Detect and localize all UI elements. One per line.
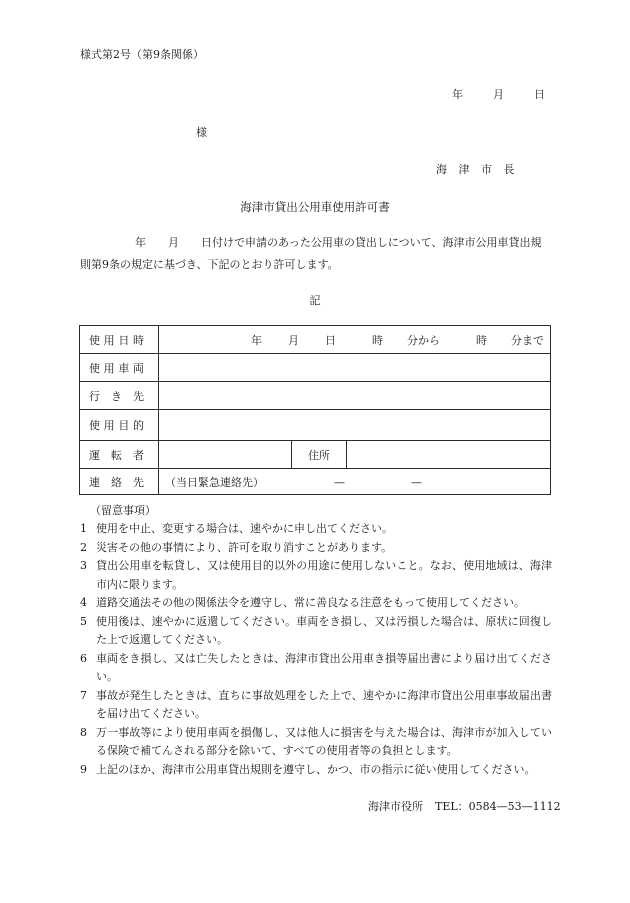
note-text: 事故が発生したときは、直ちに事故処理をした上で、速やかに海津市貸出公用車事故届出書を届け出てください。 bbox=[96, 688, 552, 720]
dt-min-from: 分から bbox=[407, 333, 440, 347]
note-item bbox=[80, 761, 552, 780]
note-number: 6 bbox=[80, 651, 87, 665]
dt-month: 月 bbox=[288, 333, 299, 347]
contact-note: （当日緊急連絡先） bbox=[165, 475, 264, 489]
note-item bbox=[80, 557, 552, 594]
body-text: 年 月 日付けで申請のあった公用車の貸出しについて、海津市公用車貸出規則第9条の規定に基づき、下記のとおり許可します。 bbox=[80, 236, 542, 271]
issuer: 海 津 市 長 bbox=[436, 163, 519, 176]
addressee: 様 bbox=[196, 126, 207, 139]
destination-value[interactable] bbox=[159, 382, 551, 410]
note-text: 災害その他の事情により、許可を取り消すことがあります。 bbox=[96, 540, 393, 554]
contact-dash-2: — bbox=[411, 475, 422, 489]
note-item bbox=[80, 613, 552, 650]
row-destination bbox=[80, 382, 551, 410]
record-label: 記 bbox=[309, 294, 321, 307]
note-item bbox=[80, 539, 552, 558]
note-item bbox=[80, 724, 552, 761]
usage-datetime-label: 使用日時 bbox=[80, 326, 159, 354]
contact-label: 連絡先 bbox=[80, 469, 159, 495]
driver-value[interactable] bbox=[159, 441, 292, 469]
vehicle-value[interactable] bbox=[159, 354, 551, 382]
form-number: 様式第2号（第9条関係） bbox=[80, 48, 204, 61]
note-number: 5 bbox=[80, 614, 87, 628]
permit-table bbox=[79, 325, 551, 495]
note-item bbox=[80, 594, 552, 613]
note-text: 上記のほか、海津市公用車貸出規則を遵守し、かつ、市の指示に従い使用してください。 bbox=[96, 762, 536, 776]
driver-label: 運転者 bbox=[80, 441, 159, 469]
date-month: 月 bbox=[493, 88, 504, 101]
note-text: 万一事故等により使用車両を損傷し、又は他人に損害を与えた場合は、海津市が加入している保険で補てんされる部分を除いて、すべての使用者等の負担とします。 bbox=[96, 725, 552, 757]
dt-day: 日 bbox=[325, 333, 336, 347]
note-number: 7 bbox=[80, 688, 87, 702]
address-label: 住所 bbox=[292, 441, 347, 469]
date-year: 年 bbox=[452, 88, 463, 101]
destination-label: 行き先 bbox=[80, 382, 159, 410]
footer-contact bbox=[368, 798, 561, 814]
note-text: 車両をき損し、又は亡失したときは、海津市貸出公用車き損等届出書により届け出てください。 bbox=[96, 651, 552, 683]
note-text: 使用を中止、変更する場合は、速やかに申し出てください。 bbox=[96, 522, 393, 535]
row-purpose bbox=[80, 410, 551, 441]
document-title: 海津市貸出公用車使用許可書 bbox=[240, 200, 390, 214]
row-usage-datetime bbox=[80, 326, 551, 354]
note-number: 1 bbox=[80, 522, 87, 535]
row-vehicle bbox=[80, 354, 551, 382]
vehicle-label: 使用車両 bbox=[80, 354, 159, 382]
note-number: 9 bbox=[80, 762, 87, 776]
footer-office: 海津市役所 bbox=[368, 800, 423, 813]
dt-year: 年 bbox=[251, 333, 262, 347]
address-value[interactable] bbox=[347, 441, 551, 469]
note-number: 3 bbox=[80, 559, 87, 572]
note-item bbox=[80, 687, 552, 724]
row-driver bbox=[80, 441, 551, 469]
contact-value[interactable] bbox=[159, 469, 551, 495]
issue-date bbox=[452, 86, 545, 102]
note-text: 道路交通法その他の関係法令を遵守し、常に善良なる注意をもって使用してください。 bbox=[96, 596, 525, 609]
dt-min-to: 分まで bbox=[511, 333, 544, 347]
row-contact bbox=[80, 469, 551, 495]
dt-hour-to: 時 bbox=[476, 333, 487, 347]
note-text: 使用後は、速やかに返還してください。車両をき損し、又は汚損した場合は、原状に回復した上で返還してください。 bbox=[96, 614, 552, 646]
purpose-label: 使用目的 bbox=[80, 410, 159, 441]
note-number: 8 bbox=[80, 725, 87, 739]
usage-datetime-value bbox=[159, 326, 551, 354]
date-day: 日 bbox=[534, 88, 545, 101]
note-item bbox=[80, 650, 552, 687]
purpose-value[interactable] bbox=[159, 410, 551, 441]
note-number: 2 bbox=[80, 540, 87, 554]
note-item bbox=[80, 520, 552, 539]
notes-list bbox=[80, 520, 552, 779]
notes-title: （留意事項） bbox=[90, 504, 156, 517]
note-number: 4 bbox=[80, 596, 87, 609]
contact-dash-1: — bbox=[334, 475, 345, 489]
dt-hour-from: 時 bbox=[372, 333, 383, 347]
note-text: 貸出公用車を転貸し、又は使用目的以外の用途に使用しないこと。なお、使用地域は、海津市内に限ります。 bbox=[96, 559, 552, 591]
footer-tel: TEL：0584—53—1112 bbox=[435, 800, 561, 813]
